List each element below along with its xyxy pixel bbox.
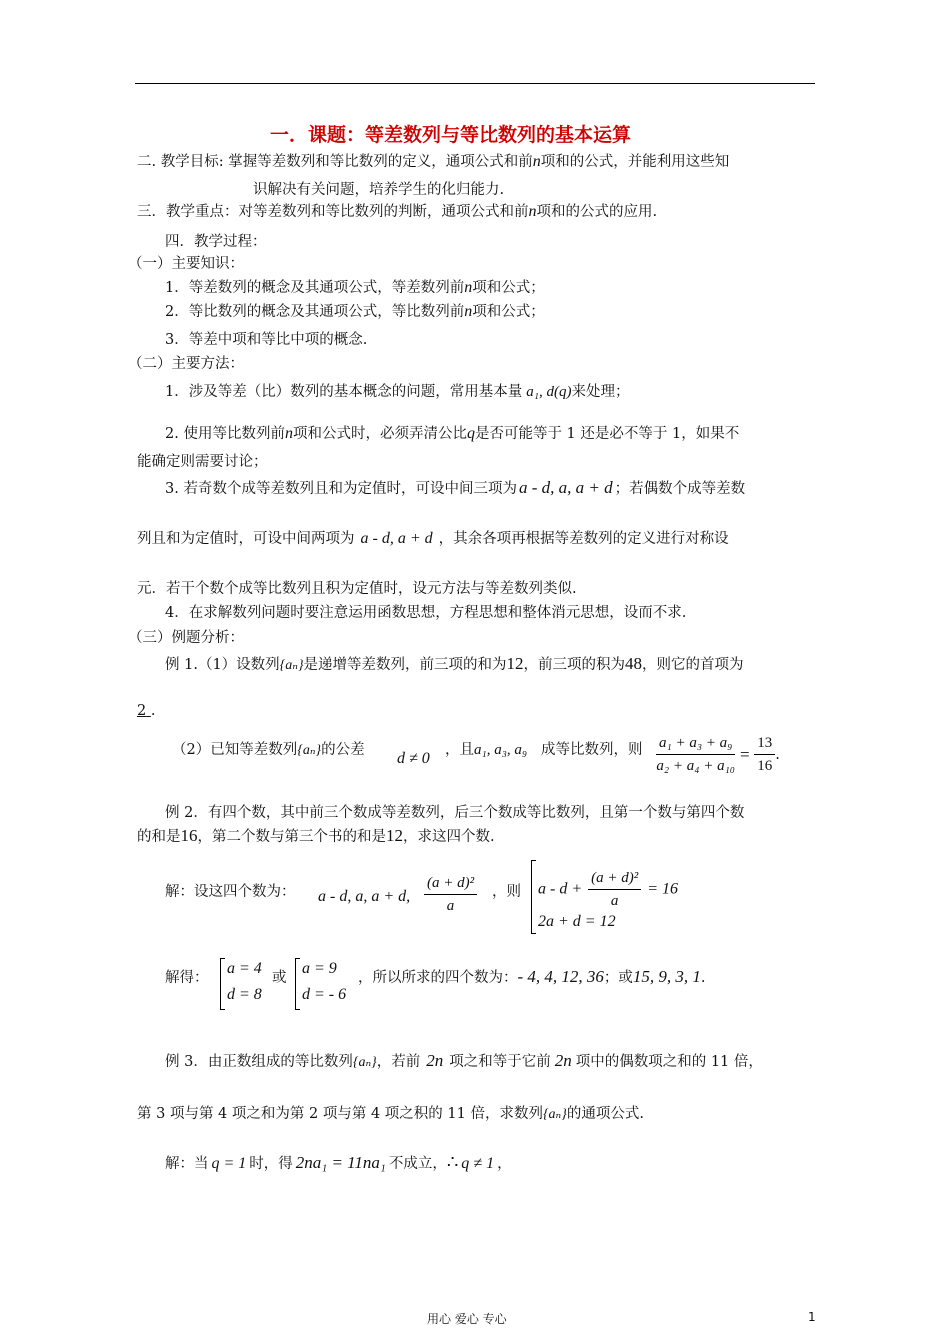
- knowledge-1: [165, 276, 545, 297]
- or-label: 或: [272, 970, 287, 986]
- sol2-numerator: (a + d)²: [424, 875, 477, 895]
- ex3-2n-b: 2n: [554, 1051, 572, 1070]
- ex1-2-text-a: （2）已知等差数列: [172, 742, 298, 758]
- sys1-right: = 16: [647, 880, 679, 898]
- k1-tail: 项和公式；: [472, 280, 545, 296]
- ex3-2n: 2n: [426, 1051, 444, 1070]
- m3-math2: a - d, a + d: [360, 530, 433, 547]
- equals-sign: =: [740, 745, 750, 764]
- ex1-2-result-numerator: 13: [754, 735, 775, 755]
- process-heading: 四．教学过程：: [165, 234, 267, 250]
- math-q: q: [466, 425, 475, 442]
- sol2-or-text: ；或: [603, 970, 633, 986]
- sol2-answer-2: 15, 9, 3, 1: [632, 967, 701, 986]
- goal-line-2: 识解决有关问题，培养学生的化归能力.: [253, 182, 505, 198]
- example-1-part-2: [172, 738, 365, 759]
- sol2-result-text: ，所以所求的四个数为：: [358, 970, 518, 986]
- knowledge-2: [165, 300, 545, 321]
- ex1-answer-value: 2: [137, 703, 147, 719]
- solution-2-intro: 解：设这四个数为：: [165, 884, 296, 900]
- ex3-text-d: 项中的偶数项之和的 11 倍，: [575, 1054, 763, 1070]
- math-n: n: [528, 203, 537, 220]
- sol3-q-ne-1: q ≠ 1: [461, 1155, 495, 1172]
- ex1-sequence: {aₙ}: [279, 658, 304, 673]
- knowledge-3: 3．等差中项和等比中项的概念.: [165, 332, 368, 348]
- method-2: [165, 422, 739, 443]
- sys1-left: a - d +: [538, 880, 583, 898]
- ex1-product: 48: [625, 654, 643, 673]
- focus-text: 三．教学重点：对等差数列和等比数列的判断，通项公式和前: [137, 204, 529, 220]
- ex3-text-e: 第 3 项与第 4 项之和为第 2 项与第 4 项之积的 11 倍，求数列: [137, 1106, 543, 1122]
- math-n: n: [284, 425, 293, 442]
- method-4: 4．在求解数列问题时要注意运用函数思想，方程思想和整体消元思想，设而不求.: [165, 605, 687, 621]
- m3-text-c: 列且和为定值时，可设中间两项为: [137, 531, 355, 547]
- therefore-symbol: ∴: [446, 1152, 459, 1173]
- system-3-line-2: d = - 6: [302, 986, 347, 1003]
- sys1-denominator: a: [610, 893, 619, 909]
- system-1-line-2: 2a + d = 12: [538, 913, 616, 930]
- page-title: 一．课题：等差数列与等比数列的基本运算: [270, 124, 632, 146]
- goal-line-1: [137, 150, 729, 171]
- example-1: [165, 653, 744, 674]
- focus-text-tail: 项和的公式的应用.: [536, 204, 658, 220]
- math-n: n: [532, 153, 541, 170]
- ex1-text-d: ，则它的首项为: [642, 657, 744, 673]
- m1-text: 1．涉及等差（比）数列的基本概念的问题，常用基本量: [165, 384, 523, 400]
- section-2-heading: （二）主要方法：: [128, 356, 244, 372]
- ex1-2-result-denominator: 16: [757, 758, 773, 774]
- ex2-text-b: 的和是: [137, 829, 181, 845]
- method-2-cont: 能确定则需要讨论；: [137, 454, 268, 470]
- k1-text: 1．等差数列的概念及其通项公式，等差数列前: [165, 280, 465, 296]
- ex1-sum: 12: [506, 654, 524, 673]
- ex1-2-then: 成等比数列，则: [541, 742, 643, 758]
- sol2-denominator: a: [446, 898, 455, 914]
- ex3-text-a: 例 3．由正数组成的等比数列: [165, 1054, 353, 1070]
- solution-2-fraction: [424, 875, 477, 915]
- sol3-equation: 2na₁ = 11na₁: [295, 1153, 386, 1172]
- section-1-heading: （一）主要知识：: [128, 256, 244, 272]
- k2-text: 2．等比数列的概念及其通项公式，等比数列前: [165, 304, 465, 320]
- goal-text-tail: 项和的公式，并能利用这些知: [540, 154, 730, 170]
- example-3: [165, 1050, 763, 1071]
- m2-text-b: 项和公式时，必须弄清公比: [292, 426, 467, 442]
- page-footer: 用心 爱心 专心: [427, 1312, 507, 1326]
- sol2-answer-1: - 4, 4, 12, 36: [517, 967, 604, 986]
- system-2-line-2: d = 8: [227, 986, 262, 1003]
- sol3-text-c: 不成立，: [388, 1156, 447, 1172]
- method-3-end: 元．若干个数个成等比数列且积为定值时，设元方法与等差数列类似.: [137, 581, 577, 597]
- ex2-text-d: ，求这四个数.: [403, 829, 495, 845]
- ex2-sum-16: 16: [180, 826, 198, 845]
- ex1-2-numerator: a₁ + a₃ + a₉: [656, 735, 735, 755]
- ex3-text-f: 的通项公式.: [566, 1106, 644, 1122]
- ex2-sum-12: 12: [386, 826, 403, 845]
- ex1-2-text-b: 的公差: [321, 742, 365, 758]
- ex3-text-c: 项之和等于它前: [449, 1054, 551, 1070]
- ex2-text-c: ，第二个数与第三个书的和是: [197, 829, 386, 845]
- ex1-2-fraction: $\frac{\text{a₁ + a₃ + a₉}}{\text{a₂ + a₄ + a₁₀}}$ = $\frac{13}{16}$ .: [656, 735, 780, 774]
- solution-2-solved: 解得：: [165, 970, 209, 986]
- system-2-line-1: a = 4: [227, 960, 262, 977]
- example-3-cont: [137, 1102, 644, 1123]
- solution-3: [165, 1152, 512, 1173]
- ex1-text-b: 是递增等差数列，前三项的和为: [303, 657, 507, 673]
- m3-text-a: 3. 若奇数个成等差数列且和为定值时，可设中间三项为: [165, 481, 517, 497]
- ex3-sequence-2: {aₙ}: [542, 1107, 567, 1122]
- ex1-2-sequence: {aₙ}: [297, 743, 322, 758]
- ex1-2-d-condition: d ≠ 0: [397, 750, 430, 767]
- section-3-heading: （三）例题分析：: [128, 630, 244, 646]
- example-2: 例 2．有四个数，其中前三个数成等差数列，后三个数成等比数列，且第一个数与第四个数: [165, 805, 745, 821]
- ex1-2-terms: a₁, a₃, a₉: [474, 742, 528, 758]
- system-brace-1: [531, 860, 536, 934]
- header-rule: [135, 83, 815, 84]
- math-n: n: [464, 279, 473, 296]
- goal-text: 二. 教学目标: 掌握等差数列和等比数列的定义，通项公式和前: [137, 154, 533, 170]
- m2-text-a: 2. 使用等比数列前: [165, 426, 285, 442]
- ex1-text-a: 例 1.（1）设数列: [165, 657, 280, 673]
- solution-2-seq: a - d, a, a + d,: [318, 888, 411, 905]
- system-3-line-1: a = 9: [302, 960, 337, 977]
- example-1-answer: 2 .: [137, 703, 156, 719]
- system-brace-2: [220, 958, 225, 1010]
- ex1-text-c: ，前三项的积为: [523, 657, 626, 673]
- ex1-2-and: ，且: [445, 742, 474, 758]
- m3-math: a - d, a, a + d: [518, 478, 613, 497]
- solution-2-result: ，所以所求的四个数为：- 4, 4, 12, 36；或15, 9, 3, 1.: [358, 967, 706, 986]
- math-n: n: [464, 303, 473, 320]
- example-2-cont: [137, 825, 495, 846]
- sol3-comma: ，: [497, 1156, 512, 1172]
- m1-tail: 来处理；: [571, 384, 630, 400]
- m3-text-b: ；若偶数个成等差数: [614, 481, 746, 497]
- sol3-text-b: 时，得: [249, 1156, 293, 1172]
- method-1: [165, 380, 629, 401]
- solution-2-then: ，则: [492, 884, 521, 900]
- sol3-q-eq-1: q = 1: [211, 1155, 247, 1172]
- page-number: 1: [808, 1310, 816, 1324]
- focus-line: [137, 200, 657, 221]
- m1-math: a₁, d(q): [526, 384, 572, 400]
- sol3-text-a: 解：当: [165, 1156, 209, 1172]
- m3-text-d: ，其余各项再根据等差数列的定义进行对称设: [438, 531, 729, 547]
- ex3-sequence: {aₙ}: [352, 1055, 377, 1070]
- method-3-cont: [137, 527, 729, 548]
- ex3-text-b: ，若前: [376, 1054, 421, 1070]
- k2-tail: 项和公式；: [472, 304, 545, 320]
- system-1-line-1: [538, 870, 678, 910]
- sys1-numerator: (a + d)²: [588, 870, 641, 890]
- method-3: [165, 477, 745, 498]
- ex1-2-denominator: a₂ + a₄ + a₁₀: [656, 758, 735, 774]
- system-brace-3: [295, 958, 300, 1010]
- m2-text-c: 是否可能等于 1 还是必不等于 1，如果不: [474, 426, 740, 442]
